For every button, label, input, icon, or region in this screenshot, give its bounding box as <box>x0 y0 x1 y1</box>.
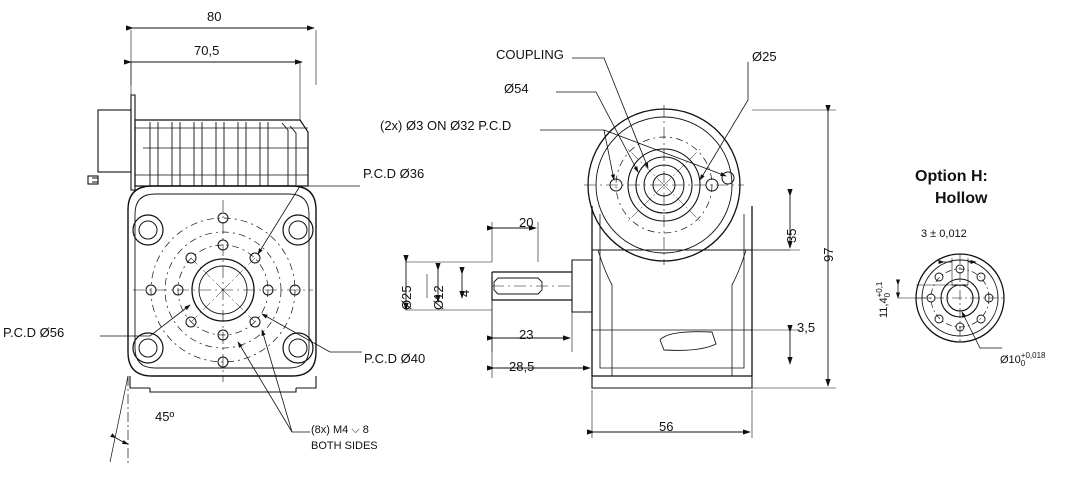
label-key-4: 4 <box>457 289 472 297</box>
dimension-80: 80 <box>207 9 222 24</box>
dimension-11-4-value: 11,4 <box>877 297 890 318</box>
label-pcd-36: P.C.D Ø36 <box>363 166 425 181</box>
dimension-56: 56 <box>659 419 674 434</box>
label-dia-25-shaft: Ø25 <box>399 285 414 310</box>
label-pcd-56: P.C.D Ø56 <box>3 325 65 340</box>
dimension-23: 23 <box>519 327 534 342</box>
option-h-title-line2: Hollow <box>935 190 988 207</box>
dimension-dia-10 <box>1000 352 1046 368</box>
tolerance-10-upper: +0,018 <box>1020 351 1046 360</box>
side-view-geometry <box>406 58 836 438</box>
option-h-geometry <box>898 254 1004 348</box>
dimension-97: 97 <box>821 247 836 262</box>
tolerance-11-4-lower: 0 <box>883 292 892 298</box>
dimension-35: 35 <box>784 228 799 243</box>
dimension-3-5: 3,5 <box>797 320 816 335</box>
label-bolts-note-line2: BOTH SIDES <box>311 440 378 452</box>
label-coupling: COUPLING <box>496 47 564 62</box>
tolerance-11-4-upper: +0,1 <box>875 281 884 298</box>
option-h-title-line1: Option H: <box>915 168 988 185</box>
tolerance-3: 3 ± 0,012 <box>921 228 967 240</box>
tolerance-10-lower: 0 <box>1020 359 1026 368</box>
front-view-geometry <box>88 28 362 466</box>
label-angle-45: 45º <box>155 409 175 424</box>
label-dia-12-shaft: Ø12 <box>431 285 446 310</box>
dimension-28-5: 28,5 <box>509 359 535 374</box>
dimension-dia-10-value: Ø10 <box>1000 353 1021 366</box>
label-dia-25-top: Ø25 <box>752 49 777 64</box>
dimension-70-5: 70,5 <box>194 43 220 58</box>
label-bolts-note-line1: (8x) M4 ⌵ 8 <box>311 424 369 436</box>
label-holes-note: (2x) Ø3 ON Ø32 P.C.D <box>380 118 512 133</box>
dimension-11-4 <box>876 282 892 318</box>
dimension-20: 20 <box>519 215 534 230</box>
label-pcd-40: P.C.D Ø40 <box>364 351 426 366</box>
label-dia-54: Ø54 <box>504 81 529 96</box>
